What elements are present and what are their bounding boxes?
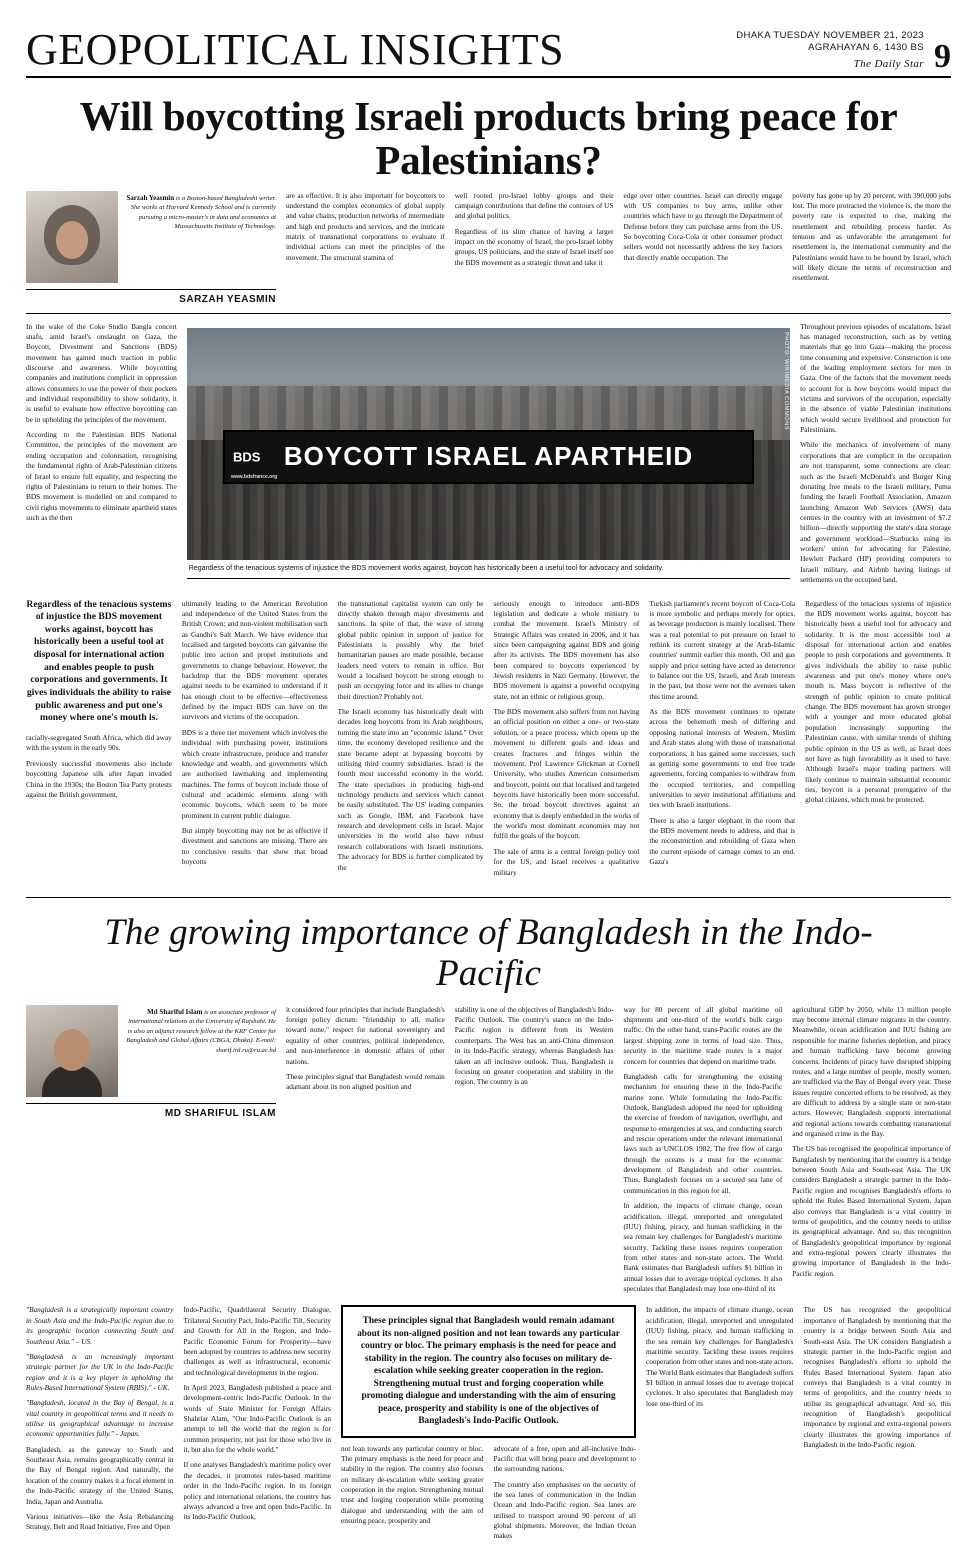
newspaper-brand: The Daily Star (853, 58, 924, 71)
masthead (26, 25, 951, 78)
paragraph: Bangladesh, as the gateway to South and Southeast Asia, remains geographically central in the Bay of Bengal region. And naturally, the location of the country makes it a focal element in the Indo-Pacific strategy of the United States, India, Japan and Australia. (26, 1444, 174, 1506)
author-bio-block (126, 1005, 276, 1097)
author-photo (26, 191, 118, 283)
paragraph: These principles signal that Bangladesh would remain adamant about its non aligned position and (286, 1071, 445, 1092)
banner-text: BOYCOTT ISRAEL APARTHEID (283, 441, 694, 472)
body-col-left (26, 322, 177, 591)
a2-lower-col-2 (184, 1305, 332, 1546)
article1-photo (187, 328, 790, 560)
paragraph: it considered four principles that include Bangladesh's foreign policy dictum: "friendship to all, malice toward none," respect for national sovereignty and equality of other countries, political independence, and non-interference in domestic affairs of other nations. (286, 1004, 445, 1066)
article2-headline: The growing importance of Bangladesh in the Indo-Pacific (104, 911, 873, 995)
author-bio: is a Boston-based Bangladeshi writer. She works at Harvard Kennedy School and is currently pursuing a micro-master's in data and economics at Massachusetts Institute of Technology. (130, 194, 276, 231)
author-byline: SARZAH YEASMIN (26, 289, 276, 305)
a2-top-col-3 (624, 1005, 783, 1300)
page-number: 9 (934, 38, 951, 76)
paragraph: seriously enough to introduce anti-BDS legislation and dedicate a whole ministry to combat the movement. Israel's Ministry of Strategic Affairs was created in 2006, and it has since been campaigning against BDS and going after its activists. The BDS movement has also been compared to boycotts experienced by Jewish residents in Nazi Germany. However, the BDS movement is against a powerful occupying state, not an ethnic or religious group. (493, 598, 640, 701)
section-title: GEOPOLITICAL INSIGHTS (26, 25, 565, 74)
body-col-right (800, 322, 951, 591)
lower-col-3 (338, 599, 484, 883)
paragraph: Turkish parliament's recent boycott of Coca-Cola is more symbolic and perhaps merely for optics, as beverage production is mainly localised. There was a real potential to put pressure on Israel to rethink its current strategy at the Arab-Islamic countries' summit earlier this month. Oil and gas supply and price setting have acted as deterrence to balance out the US, Israeli, and Arab interests in the past, but those were not the avenues taken this time around. (649, 598, 796, 701)
article2-lower-columns (26, 1305, 951, 1546)
paragraph: Previously successful movements also include boycotting Japanese silk after Japan invaded China in the 1930s; the Boston Tea Party protests against the British government, (26, 758, 172, 799)
lower-col-1 (26, 599, 172, 883)
lower-col-4 (493, 599, 639, 883)
paragraph: "Bangladesh is a strategically important country in South Asia and the Indo-Pacific region due to its geographic location connecting South and Southeast Asia." – US. (26, 1305, 174, 1346)
article-divider (26, 897, 951, 898)
photo-caption: Regardless of the tenacious systems of injustice the BDS movement works against, boycott has historically been a useful tool for advocacy and solidarity. (187, 560, 790, 580)
paragraph: The BDS movement also suffers from not having an official position on either a one- or two-state solution, or a peace process, which opens up the movement to different goals and ideas and creates fractures and fringes within the movement. Prof Lawrence Glickman at Cornell University, who studies American consumerism and boycott, points out that localised and targeted boycotts have historically been more successful. So, the broad boycott directives against an economy that is deeply embedded in the works of the world's most dominant economies may not fulfil the goals of the boycott. (493, 707, 640, 841)
a2-top-col-4 (792, 1005, 951, 1300)
paragraph: The Israeli economy has historically dealt with decades long boycotts from its Arab neighbours, turning the state into an "economic island." Over time, the economy developed resilience and the state became adept at bypassing boycotts by utilising third country subsidiaries. Israel is the fourth most successful economy in the world. The state specialises in producing high-end technology products and services which cannot be easily substituted. The US' leading companies such as Google, IBM, and Facebook have research and development cells in Israel. Major universities in the world also have robust research collaborations with Israeli institutions. The advocacy for BDS is further complicated by the (337, 707, 484, 872)
paragraph: While the mechanics of involvement of many corporations that are complicit in the occupation are not transparent, some connections are clear: such as the Israeli McDonald's and Burger King donating free meals to the Israeli military, Puma funding the Israeli Football Association, Amazon launching Amazon Web Services (AWS) data centres in the country with an investment of $7.2 billion—directly supporting the state's data storage and government workload—Starbucks suing its workers' union for advocating for Palestine, Hewlett Packard (HP) providing computers to Israeli military, and Airbnb having listings of settlements on the occupied land. (800, 440, 951, 585)
divider (26, 313, 951, 314)
paragraph: In April 2023, Bangladesh published a peace and development-centric Indo-Pacific Outlook. In the words of State Minister for Foreign Affairs Shahriar Alam, "Our Indo-Pacific Outlook is an attempt to tell the world that the region is for common prosperity, not just for those who live in it, but also for the whole world." (183, 1382, 331, 1455)
article1-top-area (26, 191, 951, 305)
paragraph: The US has recognised the geopolitical importance of Bangladesh by mentioning that the country is a bridge between South Asia and South-east Asia. The UK considers Bangladesh a strategic partner in the Indo-Pacific region and recognises Bangladesh's efforts to uphold the Rules Based International System. Japan also conveys that Bangladesh is a vital country in terms of geopolitics, and the country needs to utilise its geographical advantage. And so, this recognition of Bangladesh's geopolitical importance by regional and extra-regional powers clearly illustrates the growing importance of Bangladesh in the Indo-Pacific region. (803, 1305, 951, 1450)
top-col-4 (792, 191, 951, 305)
paragraph: Indo-Pacific, Quadrilateral Security Dialogue, Trilateral Security Pact, Indo-Pacific Tilt, Security and Growth for All in the Region, and Indo-Pacific Economic Forum for Prosperity—have been adopted by countries to address new security challenges as well as infrastructural, economic and technological developments in the region. (183, 1305, 331, 1377)
article2-top-area (26, 1005, 951, 1300)
pull-quote: Regardless of the tenacious systems of injustice the BDS movement works against, boycott has historically been a useful tool at disposal for international action and enables people to push corporations and governments. It gives individuals the ability to raise public awareness and put one's money where one's mouth is. (26, 598, 172, 724)
paragraph: are as effective. It is also important for boycotters to understand the complex economics of global supply and value chains, production networks of intermediate and high end products and services, and the intricate matrix of transnational corporations to evaluate if individual actions can meet the principles of the movement. The structural stamina of (286, 190, 445, 262)
paragraph: Throughout previous episodes of escalations, Israel has managed reconstruction, such as by vetting materials that go into Gaza—making the process time consuming and expensive. Construction is one of the leading employment sectors for men in Gaza. One of the factors that the movement needs to account for is how boycotts would impact the victims and survivors of the occupation, especially in the absence of viable Palestinian institutions which would secure livelihood and protection for Palestinians. (800, 321, 951, 435)
publication-date (736, 30, 924, 72)
article1-top-columns (286, 191, 951, 305)
paragraph: poverty has gone up by 20 percent, with 390,000 jobs lost. The more protracted the violence is, the more the poverty rate is expected to rise, making the resettlement and rebuilding process harder. As tenuous and as unfavorable the arrangement for resettlement is, the international community and the Palestinians would have to be bound by Israel, which will likely dictate the terms of reconstruction and resettlement. (792, 190, 951, 283)
masthead-right (736, 29, 951, 76)
paragraph: But simply boycotting may not be as effective if divestment and sanctions are missing. There are no conclusive results that show that broad boycotts (181, 826, 328, 867)
paragraph: stability is one of the objectives of Bangladesh's Indo-Pacific Outlook. The country's stance on the Indo-Pacific region is different from its Western counterparts. The West has an anti-China dimension in its Indo-Pacific strategy, whereas Bangladesh has taken an all inclusive outlook. Thus, Bangladesh is focusing on greater cooperation and stability in the region. The country is an (454, 1004, 614, 1087)
author-title: Sarzah Yeasmin (126, 193, 175, 202)
top-col-2 (455, 191, 614, 305)
photo-credit: PHOTO: WIKIMEDIA COMMONS (783, 331, 790, 430)
box-quote: These principles signal that Bangladesh would remain adamant about its non-aligned position and not lean towards any particular country or bloc. The primary emphasis is the need for peace and stability in the region. The country also focuses on military de-escalation while seeking greater cooperation in the region. Strengthening mutual trust and forging cooperation while promoting dialogue and understanding with the aim of ensuring peace, prosperity and stability is one of the objectives of Bangladesh's Indo-Pacific Outlook. (341, 1305, 636, 1437)
paragraph: In addition, the impacts of climate change, ocean acidification, illegal, unreported and unregulated (IUU) fishing, piracy, and human trafficking in the sea remain key challenges for Bangladesh's maritime security. Tackling these issues requires cooperation from other states and non-state actors. The World Bank estimates that Bangladesh suffers $1 billion in annual losses due to average tropical cyclones. It also speculates that Bangladesh may lose one-third of its (623, 1201, 783, 1294)
paragraph: Bangladesh calls for strengthening the existing mechanism for ensuring these in the Indo-Pacific marine zone. While formulating the Indo-Pacific Outlook, Bangladesh adopted the need for upholding the exercise of freedom of navigation, overflight, and response to emergencies at sea, and conducting search and rescue operations under the relevant international laws such as UNCLOS 1982. The free flow of cargo through the oceans is a must for the economic development of Bangladesh and other countries. Thus, Bangladesh focuses on a secured sea lane of communication in this region for all. (623, 1071, 783, 1195)
paragraph: The country also emphasises on the security of the sea lanes of communication in the Indian Ocean and Indo-Pacific region. Sea lanes are utilised to transport around 90 percent of all global shipments. Moreover, the Indian Ocean makes (493, 1479, 636, 1541)
article2-top-columns (286, 1005, 951, 1300)
article2-author-block (26, 1005, 276, 1300)
lower-col-5 (649, 599, 795, 883)
date-line-1: DHAKA TUESDAY NOVEMBER 21, 2023 (736, 29, 924, 41)
paragraph: "Bangladesh, located in the Bay of Bengal, is a vital country in geopolitical terms and it needs to utilise its geographical advantage to increase economic opportunities fully." - Japan. (26, 1398, 174, 1439)
date-line-2: AGRAHAYAN 6, 1430 BS (808, 42, 924, 54)
paragraph: As the BDS movement continues to operate across the behemoth mesh of differing and opposing national interests of Western, Muslim and Arab states along with those of transnational corporations, it has gained some successes, such as getting some governments to end free trade agreements, forcing companies to withdraw from the occupied territories, and compelling universities to sever institutional affiliations and ties with Israeli institutions. (649, 707, 796, 810)
banner-url: www.bdsfrance.org (231, 473, 278, 480)
paragraph: racially-segregated South Africa, which did away with the system in the early 90s. (26, 733, 172, 753)
paragraph: the transnational capitalist system can only be directly shaken through major divestments and sanctions. In spite of that, the wave of strong global public opinion in support of justice for Palestinians is possibly why the brief humanitarian pauses are made possible, because leaders need voters to remain in office. But would a localised boycott be strong enough to push an occupying force and its allies to change their direction? Probably not. (337, 598, 484, 701)
article1-headline: Will boycotting Israeli products bring peace for Palestinians? (79, 93, 898, 184)
paragraph: There is also a larger elephant in the room that the BDS movement needs to address, and that is the reconstruction and rebuilding of Gaza when the current episode of carnage comes to an end. Gaza's (649, 815, 796, 867)
a2-lower-col-5 (646, 1305, 794, 1546)
lower-col-6 (805, 599, 951, 883)
protest-banner (223, 430, 754, 484)
a2-lower-col-6 (804, 1305, 952, 1546)
paragraph: Regardless of the tenacious systems of injustice the BDS movement works against, boycott has historically been a useful tool for advocacy and solidarity. It is the most accessible tool at disposal for international action and enables people to push corporations and governments. It gives individuals the ability to raise public awareness and put one's money where one's mouth is. Mass boycott is reflective of the strength of public opinion to create political change. The BDS movement has grown stronger with a younger and more educated global population increasingly supporting the Palestinian cause, with similar trends of shifting public opinion in the US as well, as Israel does not have as high favorability as it used to have. Although Israel's major trading partners will likely continue to maintain substantial economic ties, boycott is a personal prerogative of the global citizens, which must be protected. (805, 598, 951, 805)
banner-logo: BDS (233, 449, 261, 465)
paragraph: Various initiatives—like the Asia Rebalancing Strategy, Belt and Road Initiative, Free and Open (26, 1511, 174, 1532)
paragraph: edge over other countries. Israel can directly engage with US companies to buy arms, unlike other countries which have to go through the Department of Defense before they can purchase arms from the US. So boycotting Coca-Cola or other consumer product sellers would not necessarily address the key factors that directly enable occupation. The (623, 190, 783, 262)
author-bio: is an associate professor of international relations at the University of Rajshahi. He is also an adjunct research fellow at the KRF Center for Bangladesh and Global Affairs (CBGA, Dhaka). E-mail: sharif.ird.ru@ru.ac.bd (126, 1008, 276, 1054)
paragraph: In addition, the impacts of climate change, ocean acidification, illegal, unreported and unregulated (IUU) fishing, piracy, and human trafficking in the sea remain key challenges for Bangladesh's maritime security. Tackling these issues requires cooperation from other states and non-state actors. The World Bank estimates that Bangladesh suffers $1 billion in annual losses due to average tropical cyclones. It also speculates that Bangladesh may lose one-third of its (646, 1305, 794, 1408)
paragraph: If one analyses Bangladesh's maritime policy over the decades, it promotes rules-based maritime order in the Indo-Pacific region. In its foreign policy and international relations, the country has always advanced a free and open Indo-Pacific. In its Indo-Pacific Outlook, (183, 1460, 331, 1522)
author-bio-block (126, 191, 276, 283)
paragraph: In the wake of the Coke Studio Bangla concert snafu, amid Israel's onslaught on Gaza, the Boycott, Divestment and Sanctions (BDS) movement has gained much traction in public discourse and awareness. While boycotting companies and institutions complicit in oppression allows consumers to use the power of their pockets and individual responsibility to show solidarity, it is useful to evaluate how effective boycotting can be in upholding the principles of the movement. (26, 321, 177, 424)
paragraph: The sale of arms is a central foreign policy tool for the US, and Israel receives a qualitative military (493, 846, 640, 877)
paragraph: ultimately leading to the American Revolution and independence of the United States from the British Crown; and non-violent mobilisation such as Gandhi's Salt March. We have evidence that localised and targeted boycotts can galvanise the public into action and propel institutions and governments to change behaviour. However, the backdrop that the BDS movement operates against needs to be examined to understand if it has enough clout to be effective—effectiveness defined by the impact BDS can have on the survivors and victims of the occupation. (181, 598, 328, 722)
paragraph: Regardless of its slim chance of having a larger impact on the economy of Israel, the pro-Israel lobby groups, US politicians, and the state of Israel itself see the BDS movement as a strategic threat and take it (454, 226, 614, 267)
paragraph: agricultural GDP by 2050, while 13 million people may become internal climate migrants in the country. Meanwhile, ocean acidification and IUU fishing are responsible for marine fisheries depletion, and piracy and human trafficking have become growing concerns. Incidents of piracy have disrupted shipping routes, and a large number of people, mostly women, are trafficked via the Bay of Bengal every year. These issues require concerted efforts to be resolved, as they are difficult to address by a single state or non-state actors. However, Bangladesh supports international and regional actions towards combating transnational and organised crime in the Bay. (792, 1004, 951, 1139)
top-col-1 (286, 191, 445, 305)
article1-author-block (26, 191, 276, 305)
paragraph: BDS is a three tier movement which involves the individual with purchasing power, institutions which create infrastructure, produce and transfer knowledge and wealth, and governments which are authorised lawmaking and implementing machines. The forms of boycott include those of cultural and academic elements along with economic boycotts, which seem to be more prominent in current public dialogue. (181, 727, 328, 820)
a2-top-col-2 (455, 1005, 614, 1300)
paragraph: advocate of a free, open and all-inclusive Indo-Pacific that will bring peace and development to the surrounding nations. (493, 1443, 636, 1474)
a2-lower-col-1 (26, 1305, 174, 1546)
a2-top-col-1 (286, 1005, 445, 1300)
paragraph: According to the Palestinian BDS National Committee, the principles of the movement are ending occupation and colonisation, recognising the fundamental rights of Arab-Palestinian citizens of Israel to ensure full equality, and respecting the rights of Palestinians to return to their homes. The BDS movement is modelled on and compared to civil rights movements to eliminate apartheid states such as the then (26, 430, 177, 522)
author-photo (26, 1005, 118, 1097)
top-col-3 (624, 191, 783, 305)
a2-lower-col-3 (341, 1444, 484, 1547)
article1-lower-columns (26, 599, 951, 883)
photo-block (187, 322, 790, 591)
author-byline: MD SHARIFUL ISLAM (26, 1103, 276, 1119)
paragraph: not lean towards any particular country or bloc. The primary emphasis is the need for peace and stability in the region. The country also focuses on military de-escalation while seeking greater cooperation in the region. Strengthening mutual trust and forging cooperation while promoting dialogue and understanding with the aim of ensuring peace, prosperity and (341, 1443, 484, 1526)
paragraph: The US has recognised the geopolitical importance of Bangladesh by mentioning that the country is a bridge between South Asia and South-east Asia. The UK considers Bangladesh a strategic partner in the Indo-Pacific region and recognises Bangladesh's efforts to uphold the Rules Based International System. Japan also conveys that Bangladesh is a vital country in terms of geopolitics, and the country needs to utilise its geographical advantage. And so, this recognition of Bangladesh's geopolitical importance by regional and extra-regional powers clearly illustrates the growing importance of Bangladesh in the Indo-Pacific region. (792, 1144, 951, 1278)
author-title: Md Shariful Islam (147, 1007, 203, 1016)
lower-col-2 (182, 599, 328, 883)
a2-boxquote-col (341, 1305, 636, 1546)
paragraph: way for 80 percent of all global maritime oil shipments and one-third of the world's bulk cargo traffic. On the other hand, trans-Pacific routes are the largest shipping zone in terms of load size. Thus, security in the maritime trade routes is a major concern for countries that depend on maritime trade. (623, 1004, 783, 1066)
a2-lower-col-4 (494, 1444, 637, 1547)
paragraph: well rooted pro-Israel lobby groups and their campaign contributions that define the contours of US and global politics. (454, 190, 614, 221)
paragraph: "Bangladesh is an increasingly important strategic partner for the UK in the Indo-Pacific region and it is a key player in upholding the Rules-Based International System (RBIS)." - UK. (26, 1351, 174, 1392)
article1-photo-row (26, 322, 951, 591)
